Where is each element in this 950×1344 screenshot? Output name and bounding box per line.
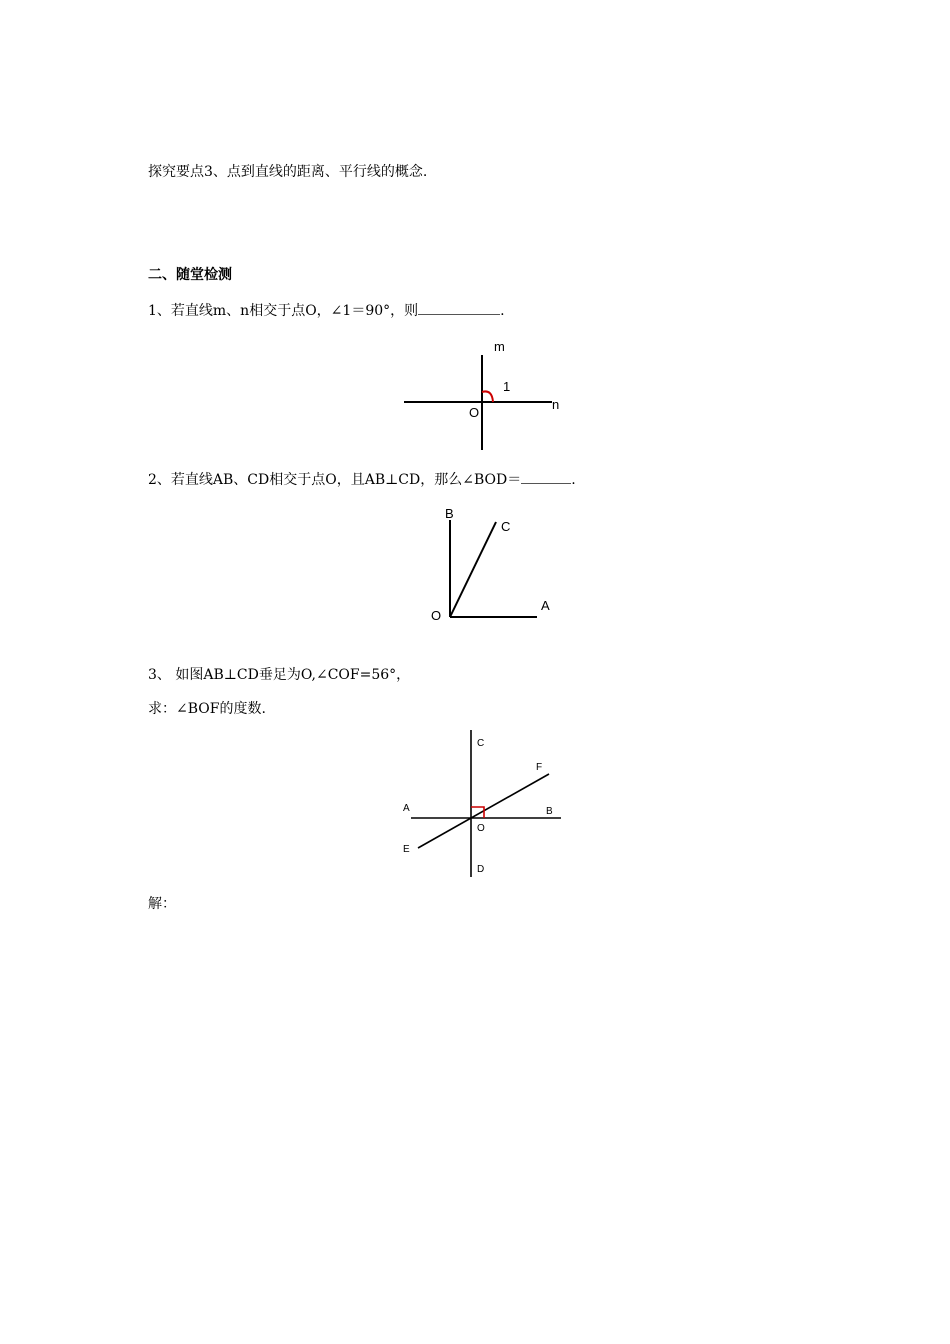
label-c: C <box>501 519 511 534</box>
question-2-text: 2、若直线AB、CD相交于点O，且AB⊥CD，那么∠BOD＝ <box>148 472 522 488</box>
question-3-ask-text: 求：∠BOF的度数. <box>148 701 266 717</box>
label-o: O <box>477 823 485 834</box>
section-3-text: 探究要点3、点到直线的距离、平行线的概念. <box>148 164 428 180</box>
label-a: A <box>403 803 410 814</box>
ray-oc <box>450 522 496 617</box>
label-b: B <box>546 806 553 817</box>
label-b: B <box>445 506 454 521</box>
label-o: O <box>469 405 480 420</box>
label-o: O <box>431 608 442 623</box>
question-3-text: 3、 如图AB⊥CD垂足为O,∠COF=56°， <box>148 667 411 683</box>
label-e: E <box>403 844 410 855</box>
label-f: F <box>536 762 543 773</box>
label-a: A <box>541 598 550 613</box>
figure-2 <box>431 506 550 623</box>
label-1: 1 <box>503 379 511 394</box>
section-title-text: 二、随堂检测 <box>148 267 232 283</box>
figure-1 <box>404 339 559 450</box>
angle-1-mark <box>482 391 493 402</box>
question-1-end: . <box>500 303 505 319</box>
solution-label-text: 解： <box>148 896 176 912</box>
figure-3 <box>403 730 561 877</box>
label-n: n <box>552 397 560 412</box>
question-1-text: 1、若直线m、n相交于点O，∠1＝90°，则 <box>148 303 419 319</box>
label-c: C <box>477 738 485 749</box>
question-2-end: . <box>571 472 576 488</box>
label-d: D <box>477 864 485 875</box>
label-m: m <box>494 339 505 354</box>
